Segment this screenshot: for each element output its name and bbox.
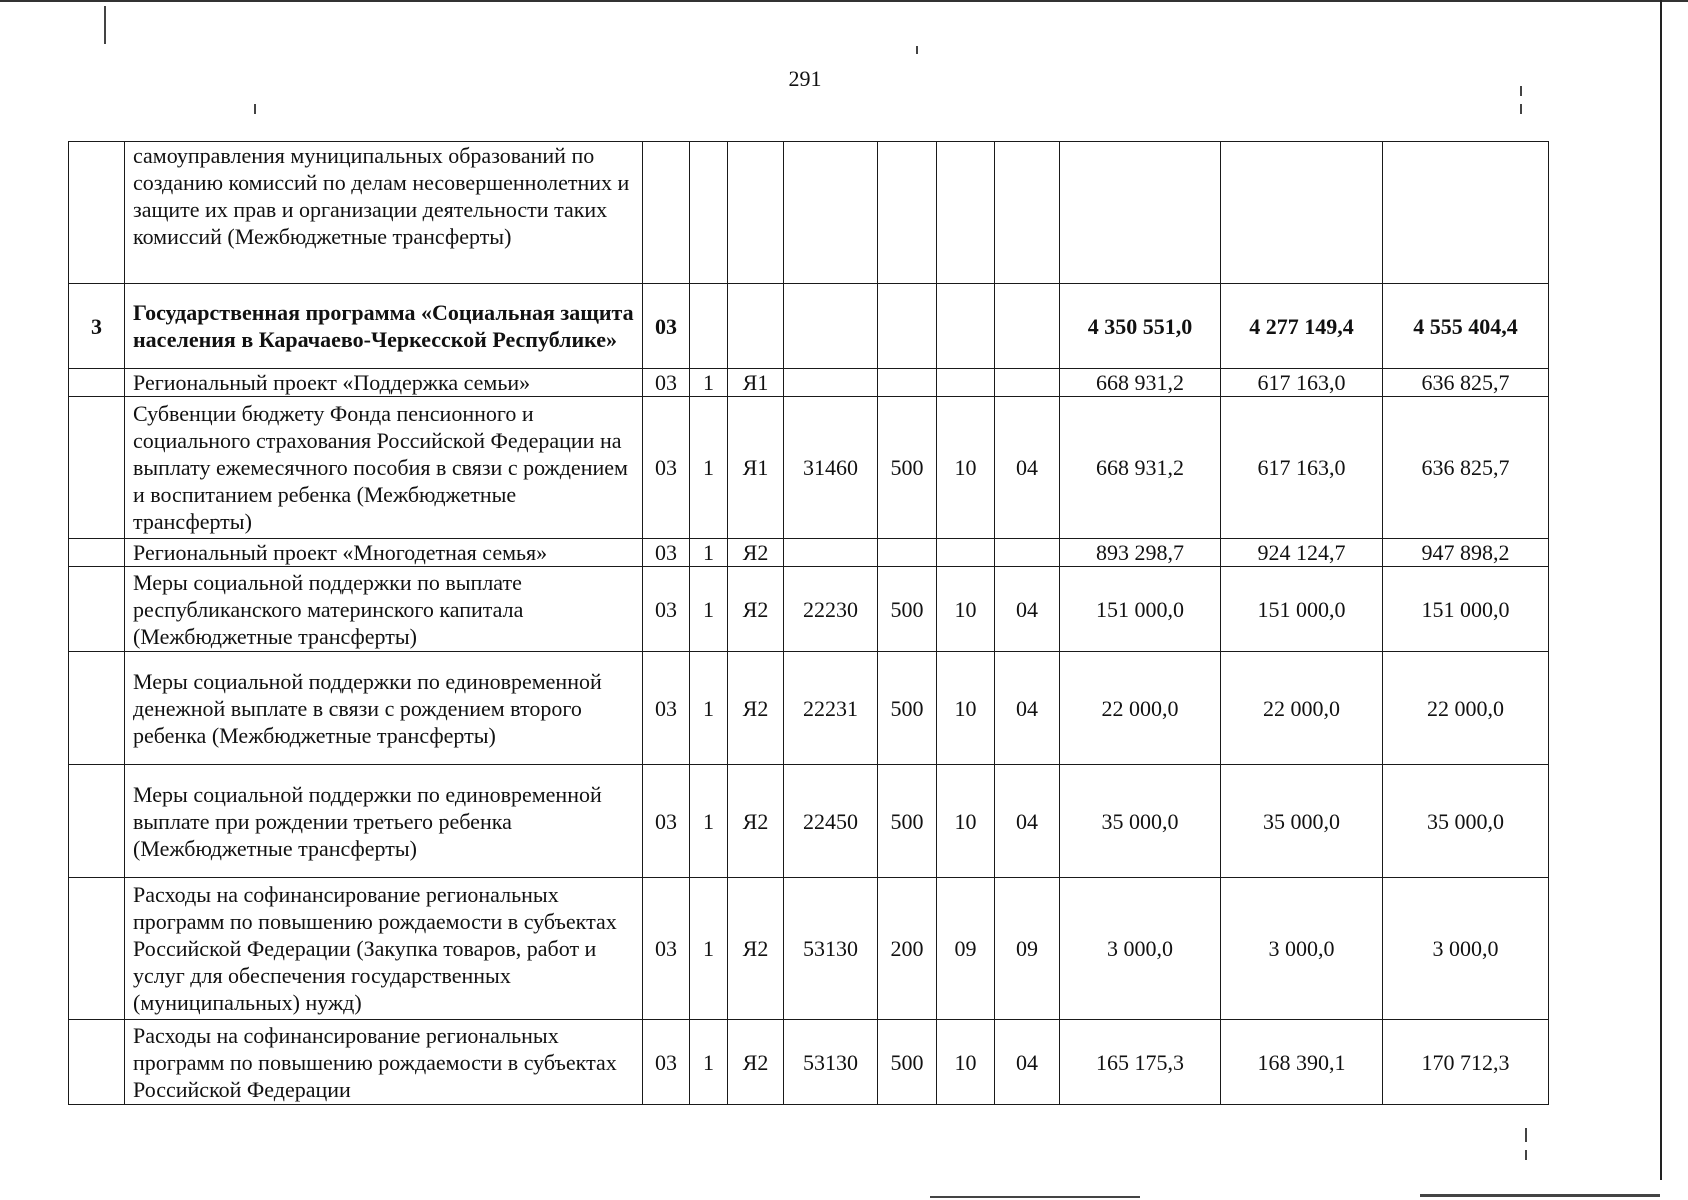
- row-number-cell: [69, 397, 125, 539]
- program-code-cell: 03: [643, 1020, 690, 1105]
- item-name-cell: Субвенции бюджету Фонда пенсионного и социального страхования Российской Федерации на выплату ежемесячного пособия в связи с рождением и воспитанием ребенка (Межбюджетные трансферты): [125, 397, 643, 539]
- amount-year1-cell: 35 000,0: [1060, 765, 1221, 878]
- item-name-cell: Региональный проект «Многодетная семья»: [125, 539, 643, 567]
- project-code-cell: Я2: [728, 652, 784, 765]
- project-code-cell: [728, 284, 784, 369]
- subsection-code-cell: 04: [995, 567, 1060, 652]
- amount-year3-cell: 947 898,2: [1383, 539, 1549, 567]
- expense-type-cell: [878, 369, 937, 397]
- row-number-cell: [69, 142, 125, 284]
- amount-year3-cell: 636 825,7: [1383, 397, 1549, 539]
- table-row: [69, 652, 1549, 765]
- budget-table-body: [69, 142, 1549, 1105]
- amount-year2-cell: 4 277 149,4: [1221, 284, 1383, 369]
- program-code-cell: 03: [643, 284, 690, 369]
- expense-type-cell: 500: [878, 397, 937, 539]
- scan-mark: [1525, 1128, 1527, 1142]
- amount-year2-cell: [1221, 142, 1383, 284]
- subprogram-code-cell: 1: [690, 397, 728, 539]
- item-name-cell: Расходы на софинансирование региональных программ по повышению рождаемости в субъектах Российской Федерации: [125, 1020, 643, 1105]
- subprogram-code-cell: 1: [690, 878, 728, 1020]
- direction-code-cell: 22450: [784, 765, 878, 878]
- section-code-cell: 10: [937, 765, 995, 878]
- project-code-cell: Я2: [728, 1020, 784, 1105]
- amount-year3-cell: 22 000,0: [1383, 652, 1549, 765]
- page-top-edge: [0, 0, 1688, 2]
- table-row: [69, 878, 1549, 1020]
- page-right-edge: [1660, 0, 1662, 1180]
- scan-mark: [254, 104, 256, 114]
- direction-code-cell: 22231: [784, 652, 878, 765]
- project-code-cell: Я2: [728, 539, 784, 567]
- amount-year1-cell: 3 000,0: [1060, 878, 1221, 1020]
- program-code-cell: 03: [643, 878, 690, 1020]
- amount-year1-cell: 893 298,7: [1060, 539, 1221, 567]
- subprogram-code-cell: 1: [690, 1020, 728, 1105]
- section-code-cell: 09: [937, 878, 995, 1020]
- expense-type-cell: 500: [878, 652, 937, 765]
- subsection-code-cell: [995, 284, 1060, 369]
- expense-type-cell: [878, 539, 937, 567]
- direction-code-cell: [784, 369, 878, 397]
- program-code-cell: 03: [643, 369, 690, 397]
- subprogram-code-cell: 1: [690, 369, 728, 397]
- project-code-cell: Я2: [728, 878, 784, 1020]
- continued-row: [69, 142, 1549, 284]
- direction-code-cell: [784, 539, 878, 567]
- amount-year1-cell: [1060, 142, 1221, 284]
- section-code-cell: 10: [937, 652, 995, 765]
- project-code-cell: [728, 142, 784, 284]
- expense-type-cell: 500: [878, 567, 937, 652]
- subprogram-code-cell: [690, 142, 728, 284]
- amount-year2-cell: 924 124,7: [1221, 539, 1383, 567]
- project-code-cell: Я2: [728, 567, 784, 652]
- row-number-cell: 3: [69, 284, 125, 369]
- table-row: [69, 765, 1549, 878]
- direction-code-cell: 53130: [784, 1020, 878, 1105]
- item-name-cell: Меры социальной поддержки по единовременной денежной выплате в связи с рождением второго ребенка (Межбюджетные трансферты): [125, 652, 643, 765]
- section-code-cell: [937, 369, 995, 397]
- section-code-cell: 10: [937, 1020, 995, 1105]
- row-number-cell: [69, 539, 125, 567]
- amount-year3-cell: 636 825,7: [1383, 369, 1549, 397]
- item-name-cell: Меры социальной поддержки по единовременной выплате при рождении третьего ребенка (Межбюджетные трансферты): [125, 765, 643, 878]
- section-code-cell: 10: [937, 567, 995, 652]
- amount-year3-cell: 4 555 404,4: [1383, 284, 1549, 369]
- subprogram-code-cell: 1: [690, 539, 728, 567]
- project-code-cell: Я1: [728, 369, 784, 397]
- subsection-code-cell: 04: [995, 765, 1060, 878]
- expense-type-cell: [878, 284, 937, 369]
- amount-year2-cell: 3 000,0: [1221, 878, 1383, 1020]
- project-code-cell: Я1: [728, 397, 784, 539]
- program-row: [69, 284, 1549, 369]
- row-number-cell: [69, 765, 125, 878]
- amount-year2-cell: 617 163,0: [1221, 369, 1383, 397]
- item-name-cell: Региональный проект «Поддержка семьи»: [125, 369, 643, 397]
- row-number-cell: [69, 369, 125, 397]
- program-code-cell: 03: [643, 397, 690, 539]
- item-name-cell: Расходы на софинансирование региональных программ по повышению рождаемости в субъектах Российской Федерации (Закупка товаров, работ и услуг для обеспечения государственных (муниципальных) нужд): [125, 878, 643, 1020]
- amount-year1-cell: 165 175,3: [1060, 1020, 1221, 1105]
- amount-year3-cell: [1383, 142, 1549, 284]
- amount-year1-cell: 668 931,2: [1060, 369, 1221, 397]
- subprogram-code-cell: 1: [690, 652, 728, 765]
- item-name-cell: Государственная программа «Социальная защита населения в Карачаево-Черкесской Республике»: [125, 284, 643, 369]
- amount-year1-cell: 4 350 551,0: [1060, 284, 1221, 369]
- subprogram-code-cell: 1: [690, 567, 728, 652]
- subprogram-code-cell: [690, 284, 728, 369]
- project-code-cell: Я2: [728, 765, 784, 878]
- amount-year2-cell: 168 390,1: [1221, 1020, 1383, 1105]
- program-code-cell: 03: [643, 567, 690, 652]
- direction-code-cell: [784, 142, 878, 284]
- program-code-cell: 03: [643, 539, 690, 567]
- item-name-cell: самоуправления муниципальных образований по созданию комиссий по делам несовершеннолетних и защите их прав и организации деятельности таких комиссий (Межбюджетные трансферты): [125, 142, 643, 284]
- page-number: 291: [788, 66, 822, 91]
- scan-mark: [1420, 1194, 1660, 1197]
- table-row: [69, 397, 1549, 539]
- amount-year3-cell: 3 000,0: [1383, 878, 1549, 1020]
- project-row: [69, 539, 1549, 567]
- row-number-cell: [69, 1020, 125, 1105]
- expense-type-cell: [878, 142, 937, 284]
- subsection-code-cell: [995, 369, 1060, 397]
- subsection-code-cell: 09: [995, 878, 1060, 1020]
- scan-mark: [1525, 1150, 1527, 1160]
- amount-year2-cell: 22 000,0: [1221, 652, 1383, 765]
- item-name-cell: Меры социальной поддержки по выплате республиканского материнского капитала (Межбюджетные трансферты): [125, 567, 643, 652]
- amount-year2-cell: 35 000,0: [1221, 765, 1383, 878]
- scan-mark: [930, 1196, 1140, 1198]
- table-row: [69, 567, 1549, 652]
- section-code-cell: 10: [937, 397, 995, 539]
- row-number-cell: [69, 878, 125, 1020]
- direction-code-cell: 22230: [784, 567, 878, 652]
- amount-year1-cell: 668 931,2: [1060, 397, 1221, 539]
- amount-year3-cell: 151 000,0: [1383, 567, 1549, 652]
- section-code-cell: [937, 284, 995, 369]
- amount-year2-cell: 617 163,0: [1221, 397, 1383, 539]
- scan-mark: [916, 46, 918, 54]
- row-number-cell: [69, 652, 125, 765]
- subsection-code-cell: [995, 142, 1060, 284]
- program-code-cell: [643, 142, 690, 284]
- amount-year1-cell: 22 000,0: [1060, 652, 1221, 765]
- budget-table: [68, 141, 1549, 1105]
- subprogram-code-cell: 1: [690, 765, 728, 878]
- program-code-cell: 03: [643, 765, 690, 878]
- expense-type-cell: 500: [878, 1020, 937, 1105]
- direction-code-cell: [784, 284, 878, 369]
- direction-code-cell: 31460: [784, 397, 878, 539]
- section-code-cell: [937, 539, 995, 567]
- scan-mark: [1520, 104, 1522, 114]
- amount-year3-cell: 170 712,3: [1383, 1020, 1549, 1105]
- subsection-code-cell: 04: [995, 652, 1060, 765]
- program-code-cell: 03: [643, 652, 690, 765]
- direction-code-cell: 53130: [784, 878, 878, 1020]
- subsection-code-cell: [995, 539, 1060, 567]
- table-row: [69, 1020, 1549, 1105]
- project-row: [69, 369, 1549, 397]
- amount-year2-cell: 151 000,0: [1221, 567, 1383, 652]
- row-number-cell: [69, 567, 125, 652]
- subsection-code-cell: 04: [995, 1020, 1060, 1105]
- amount-year3-cell: 35 000,0: [1383, 765, 1549, 878]
- amount-year1-cell: 151 000,0: [1060, 567, 1221, 652]
- expense-type-cell: 200: [878, 878, 937, 1020]
- expense-type-cell: 500: [878, 765, 937, 878]
- section-code-cell: [937, 142, 995, 284]
- scan-mark: [104, 6, 106, 44]
- subsection-code-cell: 04: [995, 397, 1060, 539]
